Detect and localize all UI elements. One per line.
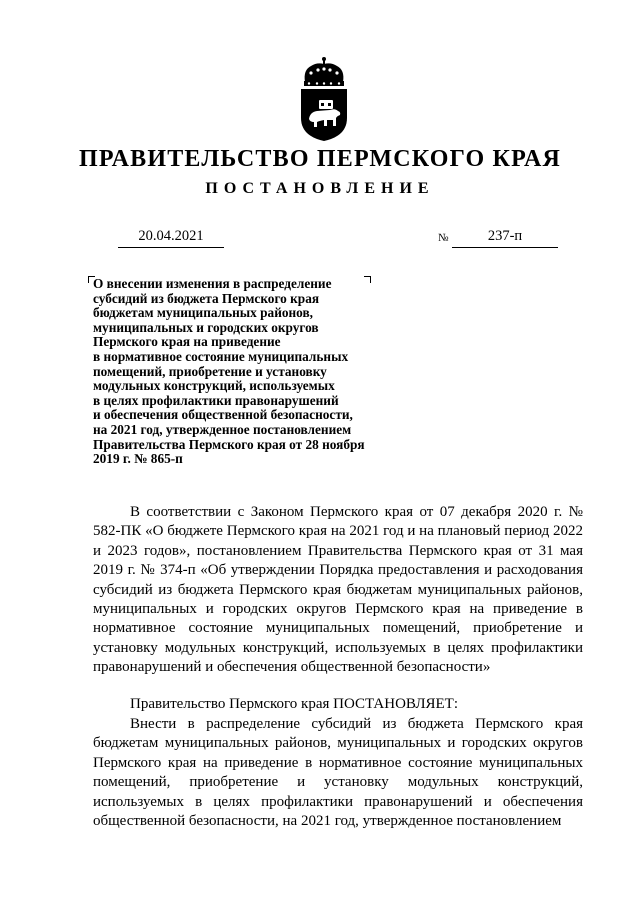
- subject-line: Правительства Пермского края от 28 ноября: [93, 436, 365, 452]
- operative-paragraph: Внести в распределение субсидий из бюджета Пермского края бюджетам муниципальных районов, муниципальных и городских округов Пермского края на приведение в нормативное состояние муниципальных помещений, приобретение и установку модульных конструкций, используемых в целях профилактики правонарушений и обеспечения общественной безопасности, на 2021 год, утвержденное постановлением: [93, 716, 583, 830]
- document-subject: [93, 277, 423, 467]
- government-title: ПРАВИТЕЛЬСТВО ПЕРМСКОГО КРАЯ: [78, 146, 562, 172]
- subject-line: субсидий из бюджета Пермского края: [93, 290, 320, 306]
- resolution-paragraph: Правительство Пермского края ПОСТАНОВЛЯЕТ:: [130, 696, 459, 712]
- subject-line: помещений, приобретение и установку: [93, 363, 327, 379]
- perm-krai-coat-of-arms-icon: [297, 56, 351, 142]
- subject-line: 2019 г. № 865-п: [93, 451, 183, 467]
- document-date: 20.04.2021: [118, 227, 224, 248]
- preamble-paragraph: В соответствии с Законом Пермского края от 07 декабря 2020 г. № 582-ПК «О бюджете Пермского края на 2021 год и на плановый период 2022 и 2023 годов», постановлением Правительства Пермского края от 31 мая 2019 г. № 374-п «Об утверждении Порядка предоставления и расходования субсидий из бюджета Пермского края бюджетам муниципальных районов, муниципальных и городских округов Пермского края на приведение в нормативное состояние муниципальных помещений, приобретение и установку модульных конструкций, используемых в целях профилактики правонарушений и обеспечения общественной безопасности»: [93, 504, 583, 676]
- subject-line: О внесении изменения в распределение: [93, 276, 332, 291]
- document-type: ПОСТАНОВЛЕНИЕ: [205, 180, 435, 197]
- subject-line: муниципальных и городских округов: [93, 319, 319, 335]
- subject-line: в нормативное состояние муниципальных: [93, 348, 349, 364]
- subject-line: в целях профилактики правонарушений: [93, 392, 339, 408]
- number-label: №: [438, 232, 449, 244]
- subject-line: Пермского края на приведение: [93, 334, 281, 350]
- subject-line: модульных конструкций, используемых: [93, 378, 335, 394]
- subject-line: на 2021 год, утвержденное постановлением: [93, 421, 352, 437]
- subject-line: бюджетам муниципальных районов,: [93, 305, 313, 321]
- document-number: 237-п: [452, 227, 558, 248]
- subject-line: и обеспечения общественной безопасности,: [93, 407, 353, 423]
